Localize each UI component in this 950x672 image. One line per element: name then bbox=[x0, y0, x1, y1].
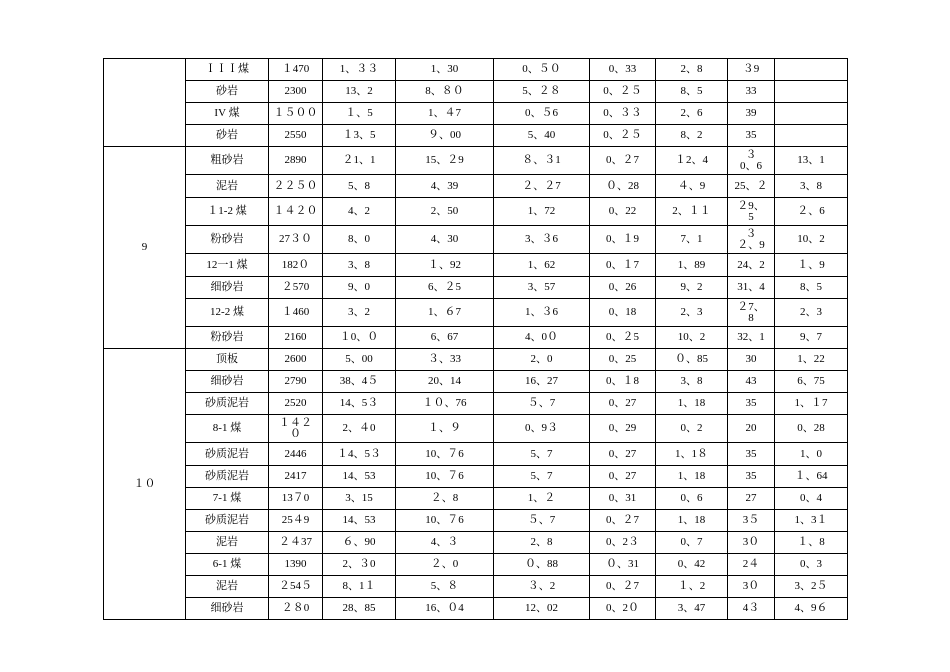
rock-name-cell: 顶板 bbox=[186, 349, 269, 371]
value-cell: ４、9 bbox=[656, 175, 728, 198]
value-cell: 0、42 bbox=[656, 554, 728, 576]
value-cell: 10、2 bbox=[656, 327, 728, 349]
value-cell: ８、３1 bbox=[494, 147, 590, 175]
value-cell: 9、7 bbox=[775, 327, 848, 349]
value-cell: 7、1 bbox=[656, 226, 728, 254]
value-cell: １2、4 bbox=[656, 147, 728, 175]
value-cell: 10、2 bbox=[775, 226, 848, 254]
value-cell: ２、6 bbox=[775, 198, 848, 226]
value-cell: ３9 bbox=[728, 59, 775, 81]
value-cell: 0、9３ bbox=[494, 415, 590, 443]
value-cell: 3５ bbox=[728, 510, 775, 532]
value-cell: 30 bbox=[728, 349, 775, 371]
value-cell: ２、２7 bbox=[494, 175, 590, 198]
value-cell: 2、3 bbox=[656, 299, 728, 327]
value-cell: 0、2 bbox=[656, 415, 728, 443]
value-cell: 182０ bbox=[269, 254, 323, 277]
value-cell: 8、2 bbox=[656, 125, 728, 147]
rock-name-cell: 细砂岩 bbox=[186, 371, 269, 393]
value-cell: 2、４0 bbox=[323, 415, 396, 443]
value-cell: １、９ bbox=[396, 415, 494, 443]
value-cell: 0、33 bbox=[590, 59, 656, 81]
value-cell: 0、３３ bbox=[590, 103, 656, 125]
value-cell: 1、1８ bbox=[656, 443, 728, 466]
value-cell: 35 bbox=[728, 466, 775, 488]
value-cell: １470 bbox=[269, 59, 323, 81]
value-cell: 3０ bbox=[728, 532, 775, 554]
value-cell: 3、57 bbox=[494, 277, 590, 299]
table-row bbox=[104, 371, 848, 393]
value-cell: 1、18 bbox=[656, 466, 728, 488]
value-cell: 9、2 bbox=[656, 277, 728, 299]
table-row bbox=[104, 299, 848, 327]
value-cell: 0、２7 bbox=[590, 510, 656, 532]
value-cell: 3、３6 bbox=[494, 226, 590, 254]
value-cell: 10、７6 bbox=[396, 443, 494, 466]
value-cell: 16、０4 bbox=[396, 598, 494, 620]
rock-name-cell: ＩＩＩ煤 bbox=[186, 59, 269, 81]
value-cell: 0、27 bbox=[590, 443, 656, 466]
value-cell: 0、27 bbox=[590, 393, 656, 415]
table-row bbox=[104, 277, 848, 299]
value-cell: 2、3 bbox=[775, 299, 848, 327]
value-cell: 4、３ bbox=[396, 532, 494, 554]
group-label-cell: １０ bbox=[104, 349, 186, 620]
value-cell: 1、６7 bbox=[396, 299, 494, 327]
value-cell: 31、4 bbox=[728, 277, 775, 299]
value-cell: 20、14 bbox=[396, 371, 494, 393]
value-cell: 2４ bbox=[728, 554, 775, 576]
value-cell: ３ ２、9 bbox=[728, 226, 775, 254]
rock-name-cell: 泥岩 bbox=[186, 532, 269, 554]
value-cell: 0、18 bbox=[590, 299, 656, 327]
table-row bbox=[104, 349, 848, 371]
value-cell: 0、27 bbox=[590, 466, 656, 488]
value-cell: 1、４7 bbox=[396, 103, 494, 125]
value-cell: 2520 bbox=[269, 393, 323, 415]
rock-name-cell: 粗砂岩 bbox=[186, 147, 269, 175]
rock-parameter-table bbox=[103, 58, 848, 620]
rock-name-cell: 粉砂岩 bbox=[186, 327, 269, 349]
value-cell: 5、２８ bbox=[494, 81, 590, 103]
value-cell: 3、47 bbox=[656, 598, 728, 620]
value-cell bbox=[775, 125, 848, 147]
table-row bbox=[104, 147, 848, 175]
value-cell: 0、２7 bbox=[590, 576, 656, 598]
value-cell: ６、90 bbox=[323, 532, 396, 554]
table-row bbox=[104, 598, 848, 620]
value-cell: ２7、 8 bbox=[728, 299, 775, 327]
rock-name-cell: 12一1 煤 bbox=[186, 254, 269, 277]
value-cell: 25、２ bbox=[728, 175, 775, 198]
value-cell: 1、30 bbox=[396, 59, 494, 81]
value-cell: １０、76 bbox=[396, 393, 494, 415]
value-cell: 0、4 bbox=[775, 488, 848, 510]
table-row bbox=[104, 554, 848, 576]
value-cell: 43 bbox=[728, 371, 775, 393]
value-cell bbox=[775, 103, 848, 125]
table-row bbox=[104, 488, 848, 510]
value-cell: 2、３0 bbox=[323, 554, 396, 576]
rock-name-cell: 粉砂岩 bbox=[186, 226, 269, 254]
value-cell: 4３ bbox=[728, 598, 775, 620]
value-cell bbox=[775, 81, 848, 103]
table-row bbox=[104, 532, 848, 554]
value-cell: １3、5 bbox=[323, 125, 396, 147]
value-cell: 2、１１ bbox=[656, 198, 728, 226]
value-cell: 3、15 bbox=[323, 488, 396, 510]
value-cell: 27３０ bbox=[269, 226, 323, 254]
value-cell: 32、1 bbox=[728, 327, 775, 349]
value-cell: 8、5 bbox=[656, 81, 728, 103]
value-cell: 2890 bbox=[269, 147, 323, 175]
rock-name-cell: 砂岩 bbox=[186, 81, 269, 103]
value-cell: 1、72 bbox=[494, 198, 590, 226]
table-row bbox=[104, 576, 848, 598]
value-cell: ２570 bbox=[269, 277, 323, 299]
value-cell: ３、2 bbox=[494, 576, 590, 598]
table-row bbox=[104, 393, 848, 415]
value-cell: 6、67 bbox=[396, 327, 494, 349]
value-cell: 0、31 bbox=[590, 488, 656, 510]
rock-name-cell: 砂质泥岩 bbox=[186, 393, 269, 415]
value-cell: 0、25 bbox=[590, 349, 656, 371]
value-cell: ０、28 bbox=[590, 175, 656, 198]
value-cell: 0、2０ bbox=[590, 598, 656, 620]
value-cell: 10、７6 bbox=[396, 510, 494, 532]
value-cell: 1、3１ bbox=[775, 510, 848, 532]
rock-name-cell: 砂质泥岩 bbox=[186, 510, 269, 532]
value-cell: 8、８０ bbox=[396, 81, 494, 103]
rock-name-cell: 砂岩 bbox=[186, 125, 269, 147]
value-cell: 2、6 bbox=[656, 103, 728, 125]
value-cell: ２４37 bbox=[269, 532, 323, 554]
value-cell: 5、00 bbox=[323, 349, 396, 371]
value-cell: 3、8 bbox=[323, 254, 396, 277]
value-cell: 1、３３ bbox=[323, 59, 396, 81]
rock-name-cell: 砂质泥岩 bbox=[186, 443, 269, 466]
value-cell: 0、５6 bbox=[494, 103, 590, 125]
value-cell: 3、2 bbox=[323, 299, 396, 327]
value-cell: 0、２５ bbox=[590, 125, 656, 147]
value-cell: 13、2 bbox=[323, 81, 396, 103]
value-cell: 8、1１ bbox=[323, 576, 396, 598]
value-cell: 1、18 bbox=[656, 510, 728, 532]
rock-name-cell: 砂质泥岩 bbox=[186, 466, 269, 488]
rock-name-cell: 细砂岩 bbox=[186, 598, 269, 620]
table-row bbox=[104, 254, 848, 277]
value-cell: 1390 bbox=[269, 554, 323, 576]
value-cell: ５、7 bbox=[494, 510, 590, 532]
value-cell: 0、１9 bbox=[590, 226, 656, 254]
value-cell: ２、0 bbox=[396, 554, 494, 576]
value-cell: ２1、1 bbox=[323, 147, 396, 175]
table-body bbox=[104, 59, 848, 620]
value-cell: 0、１8 bbox=[590, 371, 656, 393]
value-cell: 2300 bbox=[269, 81, 323, 103]
value-cell: ２８0 bbox=[269, 598, 323, 620]
value-cell: ３ 0、6 bbox=[728, 147, 775, 175]
value-cell: 27 bbox=[728, 488, 775, 510]
value-cell: 0、3 bbox=[775, 554, 848, 576]
value-cell: 3０ bbox=[728, 576, 775, 598]
value-cell: 2、8 bbox=[656, 59, 728, 81]
value-cell: １、2 bbox=[656, 576, 728, 598]
value-cell: 5、7 bbox=[494, 443, 590, 466]
rock-name-cell: 8-1 煤 bbox=[186, 415, 269, 443]
value-cell: 1、0 bbox=[775, 443, 848, 466]
value-cell: 1、３6 bbox=[494, 299, 590, 327]
value-cell: 28、85 bbox=[323, 598, 396, 620]
rock-name-cell: 6-1 煤 bbox=[186, 554, 269, 576]
value-cell: 5、40 bbox=[494, 125, 590, 147]
table-row bbox=[104, 466, 848, 488]
value-cell: 38、4５ bbox=[323, 371, 396, 393]
value-cell: １４２０ bbox=[269, 198, 323, 226]
table-row bbox=[104, 443, 848, 466]
group-label-cell bbox=[104, 59, 186, 147]
value-cell: 0、26 bbox=[590, 277, 656, 299]
value-cell: 39 bbox=[728, 103, 775, 125]
table-row bbox=[104, 327, 848, 349]
value-cell: 4、0０ bbox=[494, 327, 590, 349]
value-cell: 16、27 bbox=[494, 371, 590, 393]
value-cell: １460 bbox=[269, 299, 323, 327]
value-cell: 2、0 bbox=[494, 349, 590, 371]
value-cell: 14、53 bbox=[323, 510, 396, 532]
value-cell: 0、2３ bbox=[590, 532, 656, 554]
value-cell: １、92 bbox=[396, 254, 494, 277]
value-cell: 1、１7 bbox=[775, 393, 848, 415]
value-cell: 1、２ bbox=[494, 488, 590, 510]
value-cell: 0、２5 bbox=[590, 327, 656, 349]
value-cell: 2550 bbox=[269, 125, 323, 147]
value-cell: 0、２５ bbox=[590, 81, 656, 103]
value-cell: 4、30 bbox=[396, 226, 494, 254]
table-row bbox=[104, 415, 848, 443]
value-cell: 14、53 bbox=[323, 466, 396, 488]
value-cell: 2160 bbox=[269, 327, 323, 349]
rock-name-cell: 泥岩 bbox=[186, 175, 269, 198]
value-cell: ３、33 bbox=[396, 349, 494, 371]
value-cell: 0、22 bbox=[590, 198, 656, 226]
value-cell: １、64 bbox=[775, 466, 848, 488]
value-cell: １、8 bbox=[775, 532, 848, 554]
value-cell: 2600 bbox=[269, 349, 323, 371]
value-cell: 24、2 bbox=[728, 254, 775, 277]
value-cell: 0、29 bbox=[590, 415, 656, 443]
table-row bbox=[104, 81, 848, 103]
value-cell: 4、2 bbox=[323, 198, 396, 226]
value-cell: 1、62 bbox=[494, 254, 590, 277]
value-cell: 9、0 bbox=[323, 277, 396, 299]
value-cell: 35 bbox=[728, 393, 775, 415]
value-cell: ２9、 5 bbox=[728, 198, 775, 226]
value-cell: ９、00 bbox=[396, 125, 494, 147]
value-cell: １、5 bbox=[323, 103, 396, 125]
rock-name-cell: 7-1 煤 bbox=[186, 488, 269, 510]
table-row bbox=[104, 175, 848, 198]
value-cell: ０、88 bbox=[494, 554, 590, 576]
value-cell: 13、1 bbox=[775, 147, 848, 175]
value-cell: 35 bbox=[728, 443, 775, 466]
rock-name-cell: １1-2 煤 bbox=[186, 198, 269, 226]
value-cell: 5、7 bbox=[494, 466, 590, 488]
value-cell: １４２ ０ bbox=[269, 415, 323, 443]
value-cell: 15、２9 bbox=[396, 147, 494, 175]
rock-name-cell: 12-2 煤 bbox=[186, 299, 269, 327]
value-cell: 35 bbox=[728, 125, 775, 147]
value-cell: 3、8 bbox=[775, 175, 848, 198]
rock-name-cell: 细砂岩 bbox=[186, 277, 269, 299]
value-cell: ５、7 bbox=[494, 393, 590, 415]
value-cell: 12、02 bbox=[494, 598, 590, 620]
value-cell: 2417 bbox=[269, 466, 323, 488]
value-cell: 20 bbox=[728, 415, 775, 443]
rock-name-cell: 泥岩 bbox=[186, 576, 269, 598]
table-row bbox=[104, 103, 848, 125]
value-cell: １、9 bbox=[775, 254, 848, 277]
value-cell: 25４9 bbox=[269, 510, 323, 532]
value-cell: 2、50 bbox=[396, 198, 494, 226]
value-cell: 8、0 bbox=[323, 226, 396, 254]
value-cell: 0、28 bbox=[775, 415, 848, 443]
value-cell: 1、22 bbox=[775, 349, 848, 371]
value-cell: 2790 bbox=[269, 371, 323, 393]
value-cell: 6、２5 bbox=[396, 277, 494, 299]
value-cell: 0、２7 bbox=[590, 147, 656, 175]
rock-name-cell: IV 煤 bbox=[186, 103, 269, 125]
value-cell: ２２５０ bbox=[269, 175, 323, 198]
value-cell: 4、9６ bbox=[775, 598, 848, 620]
value-cell: 8、5 bbox=[775, 277, 848, 299]
table-row bbox=[104, 510, 848, 532]
value-cell: １0、０ bbox=[323, 327, 396, 349]
table-row bbox=[104, 59, 848, 81]
value-cell: 0、５０ bbox=[494, 59, 590, 81]
value-cell: 6、75 bbox=[775, 371, 848, 393]
value-cell: １５００ bbox=[269, 103, 323, 125]
value-cell: 0、7 bbox=[656, 532, 728, 554]
value-cell: 14、5３ bbox=[323, 393, 396, 415]
value-cell: 1、18 bbox=[656, 393, 728, 415]
value-cell: 5、８ bbox=[396, 576, 494, 598]
value-cell: 2、8 bbox=[494, 532, 590, 554]
value-cell: ０、31 bbox=[590, 554, 656, 576]
value-cell: 13７0 bbox=[269, 488, 323, 510]
value-cell bbox=[775, 59, 848, 81]
value-cell: 1、89 bbox=[656, 254, 728, 277]
value-cell: ２、8 bbox=[396, 488, 494, 510]
value-cell: 2446 bbox=[269, 443, 323, 466]
value-cell: 0、6 bbox=[656, 488, 728, 510]
value-cell: ２54５ bbox=[269, 576, 323, 598]
table-row bbox=[104, 198, 848, 226]
value-cell: 33 bbox=[728, 81, 775, 103]
value-cell: ０、85 bbox=[656, 349, 728, 371]
value-cell: 5、8 bbox=[323, 175, 396, 198]
value-cell: 10、７6 bbox=[396, 466, 494, 488]
table-row bbox=[104, 125, 848, 147]
table-row bbox=[104, 226, 848, 254]
table-container bbox=[103, 58, 848, 620]
value-cell: 0、１7 bbox=[590, 254, 656, 277]
value-cell: 4、39 bbox=[396, 175, 494, 198]
value-cell: 3、2５ bbox=[775, 576, 848, 598]
group-label-cell: 9 bbox=[104, 147, 186, 349]
value-cell: 3、8 bbox=[656, 371, 728, 393]
value-cell: １4、5３ bbox=[323, 443, 396, 466]
